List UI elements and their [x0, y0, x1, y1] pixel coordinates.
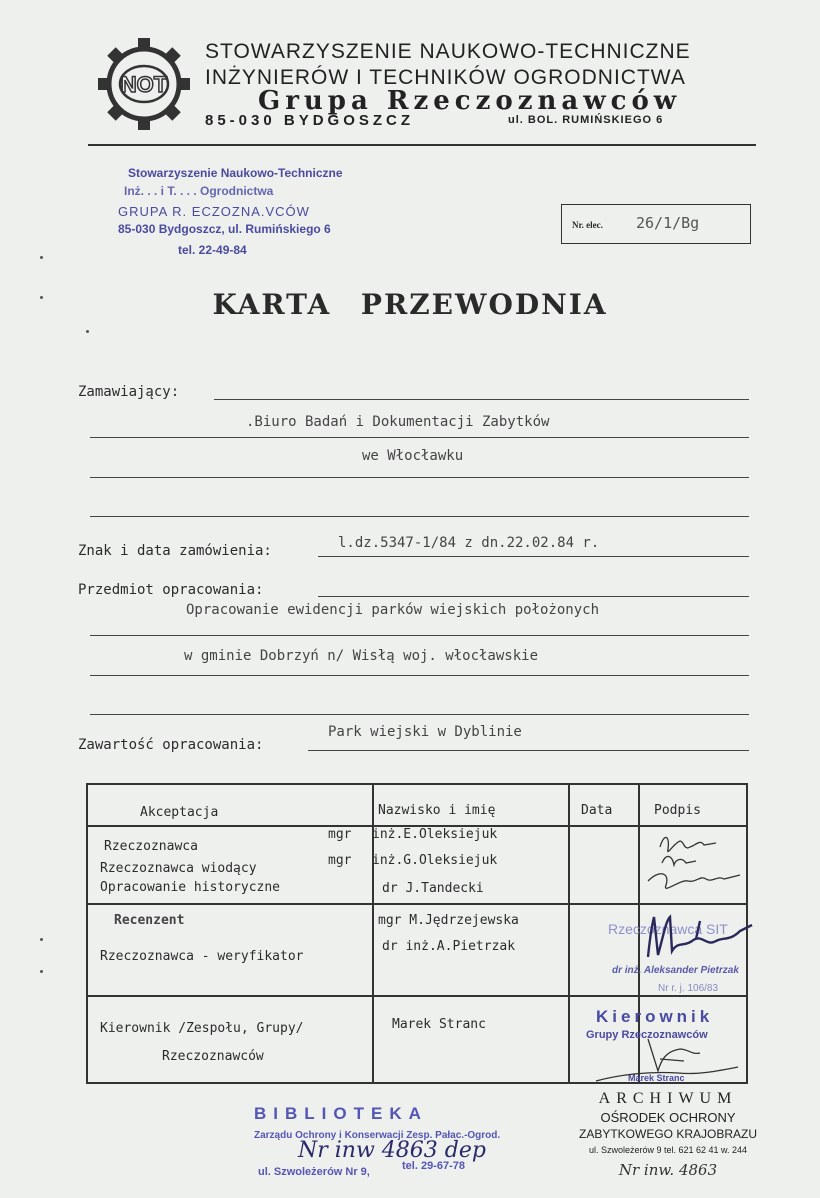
row2-role-2: Rzeczoznawca - weryfikator: [100, 949, 304, 964]
header-acceptance: Akceptacja: [140, 805, 219, 820]
subject-rule-1: [318, 596, 749, 597]
archive-handwritten: Nr inw. 4863: [618, 1161, 718, 1179]
row1-prefix-1: mgr: [328, 827, 352, 842]
row3-stamp-1: Kierownik: [596, 1007, 714, 1026]
table-row-divider-3: [88, 995, 746, 997]
row1-name-2: inż.G.Oleksiejuk: [372, 853, 498, 868]
row2-stamp-2: dr inż. Aleksander Pietrzak: [612, 965, 739, 976]
ordering-label: Zamawiający:: [78, 384, 180, 400]
stamp-line4: 85-030 Bydgoszcz, ul. Rumińskiego 6: [118, 222, 331, 236]
row1-role-1: Rzeczoznawca: [104, 839, 198, 854]
not-gear-logo: [92, 32, 196, 136]
ordering-rule-1: [214, 399, 749, 400]
subject-rule-4: [90, 714, 749, 715]
stamp-line2: Inż. . . i T. . . . Ogrodnictwa: [124, 184, 274, 198]
order-value: l.dz.5347-1/84 z dn.22.02.84 r.: [338, 535, 600, 551]
margin-dot: [40, 296, 43, 299]
table-row-divider-2: [88, 903, 746, 905]
row1-name-1: inż.E.Oleksiejuk: [372, 827, 498, 842]
library-line2: ul. Szwoleżerów Nr 9,: [258, 1166, 370, 1178]
row3-role-1: Kierownik /Zespołu, Grupy/: [100, 1021, 304, 1036]
row2-signature: [636, 911, 756, 971]
header-org-line2: INŻYNIERÓW I TECHNIKÓW OGRODNICTWA: [205, 66, 686, 89]
row1-role-2: Rzeczoznawca wiodący: [100, 861, 257, 876]
table-col-divider-2: [568, 785, 570, 1082]
header-signature: Podpis: [654, 803, 701, 818]
row3-stamp-2: Grupy Rzeczoznawców: [586, 1029, 708, 1041]
row2-stamp-1: Rzeczoznawca SIT: [608, 921, 728, 937]
header-divider: [88, 144, 756, 146]
header-city: 85-030 BYDGOSZCZ: [205, 112, 415, 129]
row1-prefix-2: mgr: [328, 853, 352, 868]
margin-dot: [86, 330, 89, 333]
row3-stamp-3: Marek Stranc: [628, 1073, 685, 1083]
row2-name-2: dr inż.A.Pietrzak: [382, 939, 516, 954]
row3-role-2: Rzeczoznawców: [162, 1049, 264, 1064]
header-name: Nazwisko i imię: [378, 803, 496, 818]
subject-value-2: w gminie Dobrzyń n/ Wisłą woj. włocławskie: [184, 648, 539, 664]
library-line1: Zarządu Ochrony i Konserwacji Zesp. Pałac.-Ogrod.: [254, 1130, 501, 1141]
row2-stamp-3: Nr r. j. 106/83: [658, 983, 719, 994]
margin-dot: [40, 970, 43, 973]
acceptance-table: [86, 783, 748, 1084]
header-street: ul. BOL. RUMIŃSKIEGO 6: [508, 114, 664, 126]
library-handwritten: Nr inw 4863 dep: [298, 1138, 486, 1163]
order-rule: [318, 556, 749, 557]
subject-rule-2: [90, 635, 749, 636]
header-group-name: Grupa Rzeczoznawców: [258, 86, 682, 116]
ordering-rule-2: [90, 437, 749, 438]
stamp-line3: GRUPA R. ECZOZNA.VCÓW: [118, 204, 310, 219]
row3-name-1: Marek Stranc: [392, 1017, 486, 1032]
row2-role-1: Recenzent: [114, 913, 185, 928]
margin-dot: [40, 938, 43, 941]
ordering-rule-4: [90, 516, 749, 517]
row1-name-3: dr J.Tandecki: [382, 881, 484, 896]
stamp-line1: Stowarzyszenie Naukowo-Techniczne: [128, 166, 343, 180]
library-line3: tel. 29-67-78: [402, 1160, 465, 1172]
contents-label: Zawartość opracowania:: [78, 737, 264, 753]
header-org-line1: STOWARZYSZENIE NAUKOWO-TECHNICZNE: [205, 40, 691, 63]
number-label: Nr. elec.: [572, 220, 603, 230]
ordering-value-2: we Włocławku: [362, 448, 464, 464]
archive-line2: OŚRODEK OCHRONY: [600, 1110, 736, 1125]
library-title: BIBLIOTEKA: [254, 1104, 428, 1123]
order-label: Znak i data zamówienia:: [78, 543, 272, 559]
archive-stamp: [574, 1090, 762, 1179]
subject-value-1: Opracowanie ewidencji parków wiejskich położonych: [186, 602, 600, 618]
ordering-value-1: .Biuro Badań i Dokumentacji Zabytków: [246, 414, 550, 430]
stamp-line5: tel. 22-49-84: [178, 243, 247, 257]
margin-dot: [40, 256, 43, 259]
subject-rule-3: [90, 675, 749, 676]
archive-line3: ZABYTKOWEGO KRAJOBRAZU: [578, 1127, 758, 1141]
row3-signature: [588, 1031, 748, 1087]
contents-value: Park wiejski w Dyblinie: [328, 724, 522, 740]
row1-role-3: Opracowanie historyczne: [100, 880, 281, 895]
archive-line4: ul. Szwoleżerów 9 tel. 621 62 41 w. 244: [588, 1145, 748, 1155]
logo-text: NOT: [120, 72, 168, 97]
subject-label: Przedmiot opracowania:: [78, 582, 264, 598]
archive-line1: ARCHIWUM: [598, 1090, 738, 1107]
number-value: 26/1/Bg: [636, 214, 700, 232]
document-title: KARTA PRZEWODNIA: [212, 288, 608, 321]
header-date: Data: [581, 803, 613, 818]
contents-rule: [308, 750, 749, 751]
ordering-rule-3: [90, 477, 749, 478]
row2-name-1: mgr M.Jędrzejewska: [378, 913, 519, 928]
row1-signatures: [640, 829, 750, 903]
